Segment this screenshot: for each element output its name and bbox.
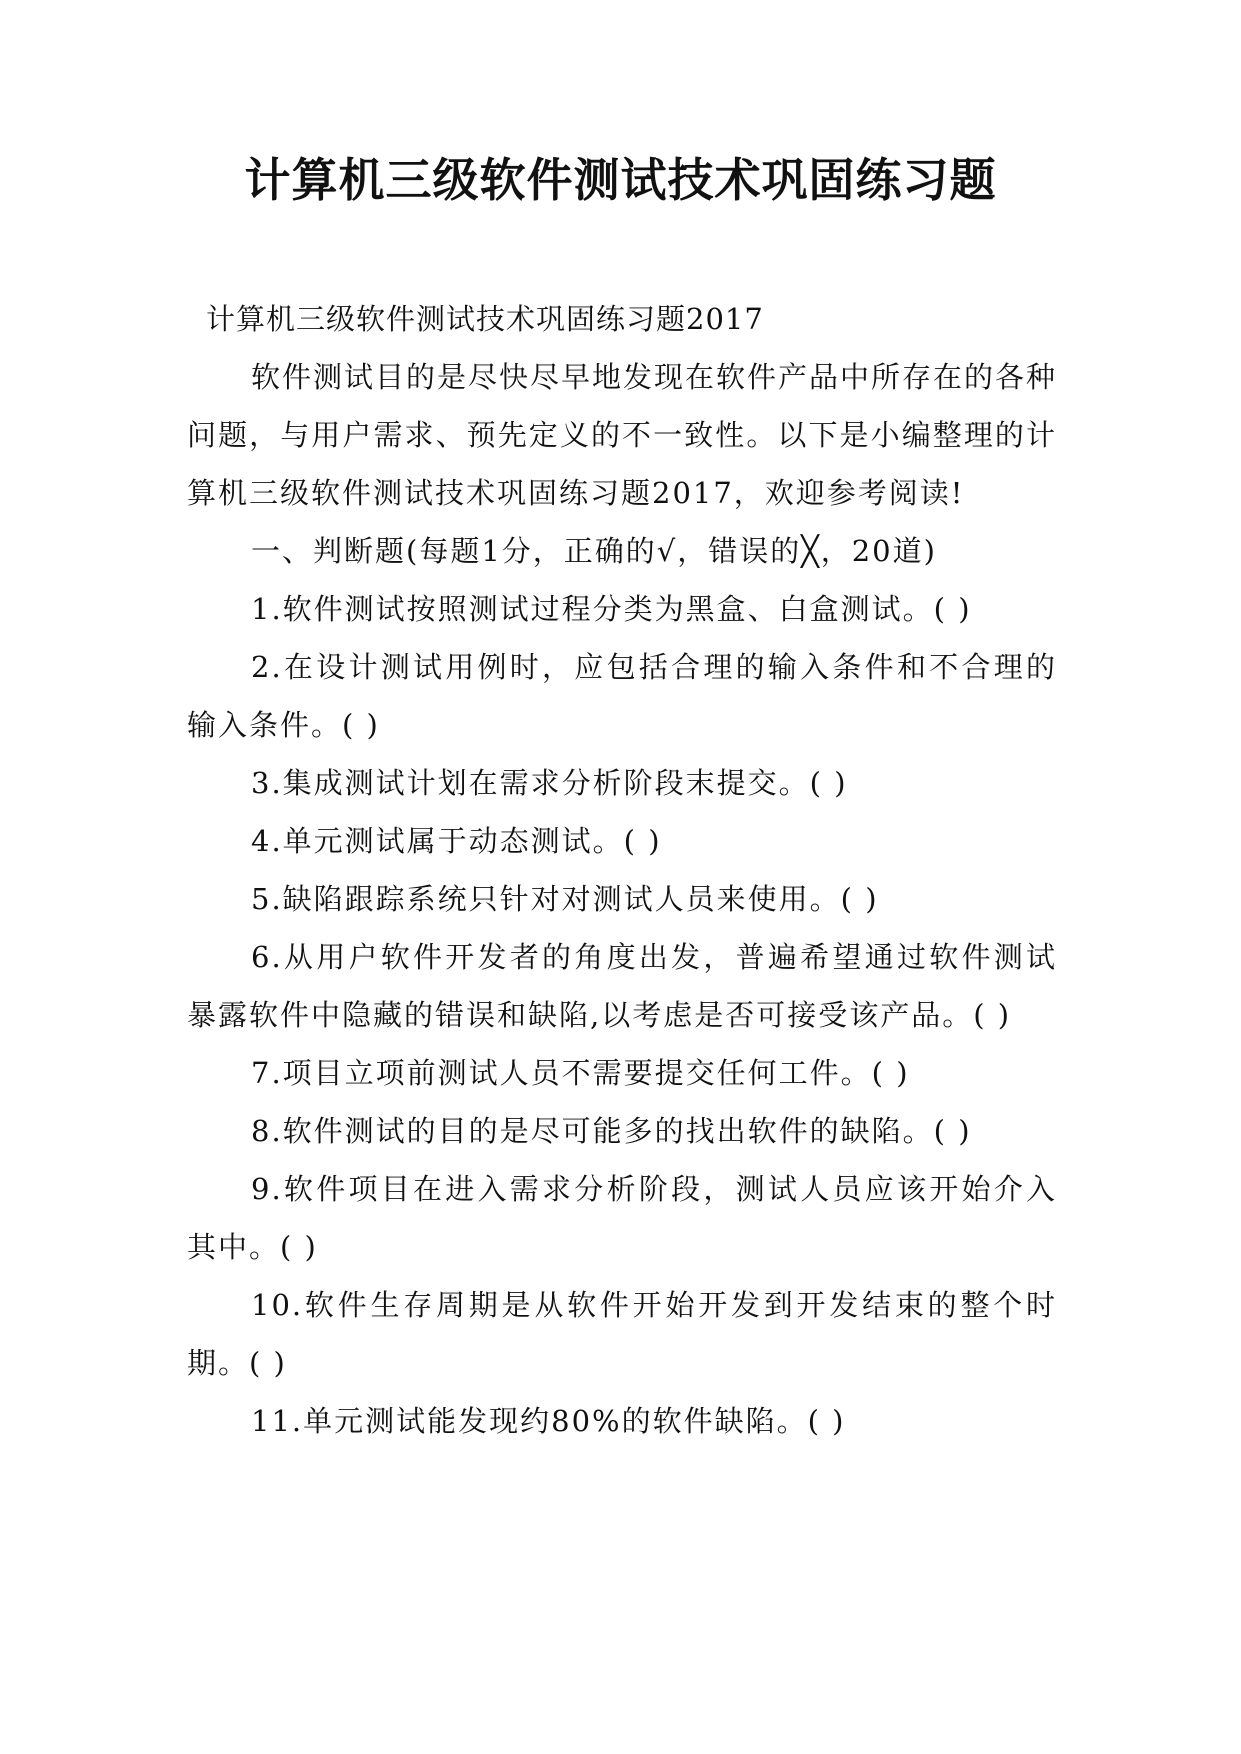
question-item: 2.在设计测试用例时，应包括合理的输入条件和不合理的输入条件。( ): [187, 650, 1057, 742]
document-title: 计算机三级软件测试技术巩固练习题: [244, 153, 997, 207]
intro-paragraph: 软件测试目的是尽快尽早地发现在软件产品中所存在的各种问题，与用户需求、预先定义的不一致性。以下是小编整理的计算机三级软件测试技术巩固练习题2017，欢迎参考阅读!: [187, 360, 1058, 510]
question-item: 4.单元测试属于动态测试。( ): [251, 824, 662, 858]
section-heading: 一、判断题(每题1分，正确的√，错误的╳，20道): [251, 534, 937, 568]
question-item: 8.软件测试的目的是尽可能多的找出软件的缺陷。( ): [251, 1114, 972, 1148]
document-body: [187, 290, 1057, 1450]
question-item: 10.软件生存周期是从软件开始开发到开发结束的整个时期。( ): [187, 1288, 1057, 1380]
question-item: 9.软件项目在进入需求分析阶段，测试人员应该开始介入其中。( ): [187, 1172, 1057, 1264]
question-item: 7.项目立项前测试人员不需要提交任何工件。( ): [251, 1056, 910, 1090]
question-item: 6.从用户软件开发者的角度出发，普遍希望通过软件测试暴露软件中隐藏的错误和缺陷,以考虑是否可接受该产品。( ): [187, 940, 1057, 1032]
question-item: 11.单元测试能发现约80%的软件缺陷。( ): [251, 1404, 846, 1438]
question-item: 5.缺陷跟踪系统只针对对测试人员来使用。( ): [251, 882, 879, 916]
document-subtitle: 计算机三级软件测试技术巩固练习题2017: [206, 302, 764, 336]
question-item: 1.软件测试按照测试过程分类为黑盒、白盒测试。( ): [251, 592, 972, 626]
question-item: 3.集成测试计划在需求分析阶段末提交。( ): [251, 766, 848, 800]
